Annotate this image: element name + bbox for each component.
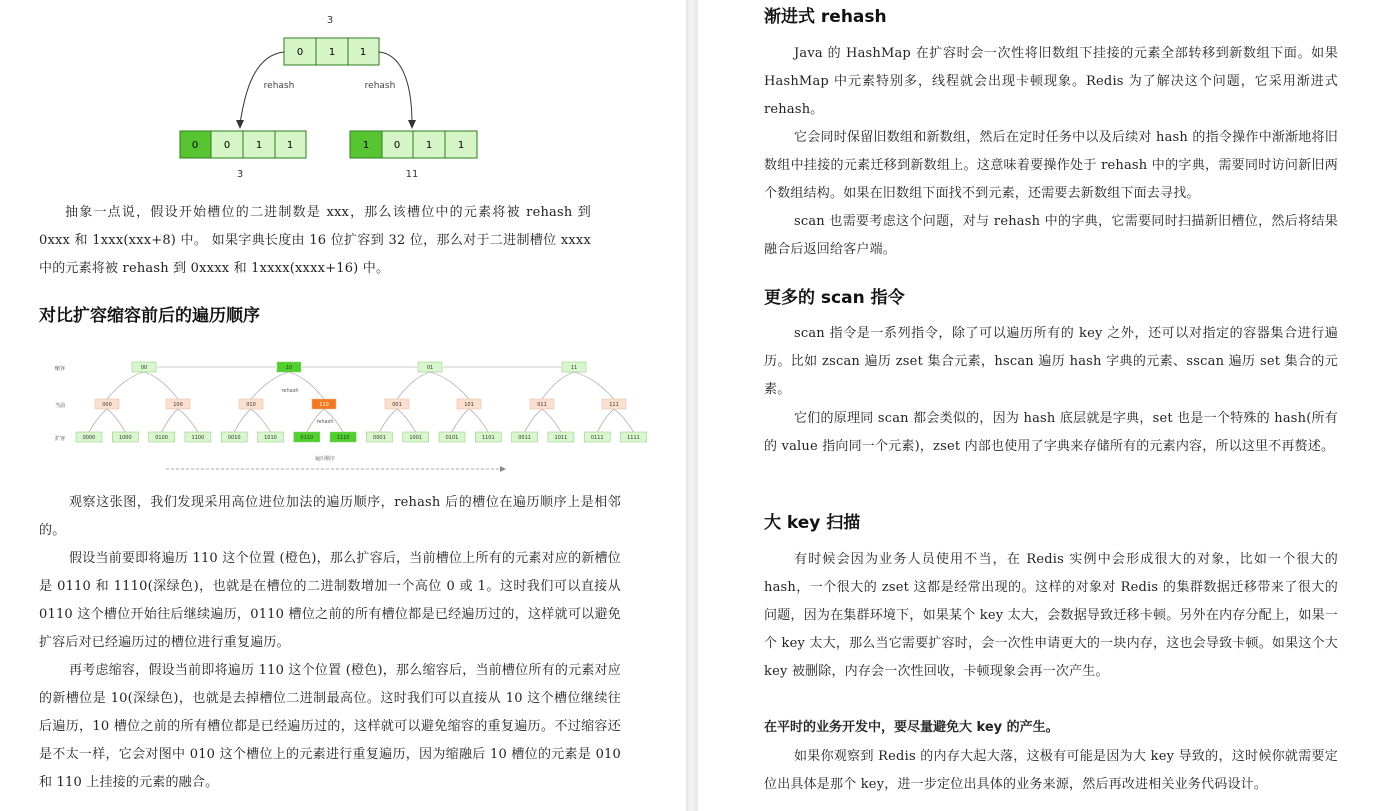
tree-edge	[89, 409, 107, 432]
tree-node-label: 1100	[191, 435, 205, 441]
right-bold-note: 在平时的业务开发中，要尽量避免大 key 的产生。	[764, 720, 1059, 735]
tree-edge	[144, 372, 178, 399]
tree-node-label: 1000	[118, 435, 132, 441]
tree-edge	[251, 409, 271, 432]
left-para-4: 再考虑缩容，假设当前即将遍历 110 这个位置 (橙色)，那么缩容后，当前槽位所有的元素对应的新槽位是 10(深绿色)，也就是去掉槽位二进制最高位。这时我们可以直接从 10 这个槽位继续往后遍历，10 槽位之前的所有槽位都是已经遍历过的，这样就可以避免缩容的重复遍历。不过缩容还是不太一样，它会对图中 010 这个槽位上的元素进行重复遍历，因为缩融后 10 槽位的元素是 010 和 110 上挂接的元素的融合。	[39, 663, 621, 790]
tree-edge	[542, 372, 574, 399]
left-para-3: 假设当前要即将遍历 110 这个位置 (橙色)，那么扩容后，当前槽位上所有的元素对应的新槽位是 0110 和 1110(深绿色)，也就是在槽位的二进制数增加一个高位 0 或 1。这时我们可以直接从 0110 这个槽位开始往后继续遍历，0110 槽位之前的所有槽位都是已经遍历过的，这样就可以避免扩容后对已经遍历过的槽位进行重复遍历。	[39, 551, 621, 650]
tree-node-label: 00	[140, 365, 148, 371]
tree-node-label: 0100	[155, 435, 168, 441]
tree-node-label: 11	[570, 365, 578, 371]
tree-edge	[430, 372, 469, 399]
tree-node-label: 1111	[627, 435, 640, 441]
fig1-right-label: 11	[405, 169, 419, 180]
tree-node-label: 100	[173, 402, 183, 408]
tree-rehash-label: rehash	[281, 388, 299, 394]
svg-text:0: 0	[191, 140, 199, 151]
tree-edge	[469, 409, 488, 432]
fig1-top-array	[284, 38, 379, 65]
tree-node-label: 011	[537, 402, 547, 408]
tree-node-label: 0001	[373, 435, 386, 441]
fig1-top-bit: 1	[359, 47, 367, 58]
left-page	[0, 0, 686, 811]
tree-edge	[542, 409, 561, 432]
tree-node-label: 101	[464, 402, 474, 408]
tree-edge	[178, 409, 198, 432]
row-label: 当前	[54, 403, 66, 409]
tree-node-label: 0111	[590, 435, 604, 441]
tree-node-label: 000	[102, 402, 112, 408]
tree-node-label: 10	[285, 365, 293, 371]
right-para-1: Java 的 HashMap 在扩容时会一次性将旧数组下挂接的元素全部转移到新数组下面。如果 HashMap 中元素特别多，线程就会出现卡顿现象。Redis 为了解决这个问题，它采用渐进式 rehash。	[764, 46, 1338, 117]
tree-edge	[452, 409, 469, 432]
tree-node-label: 1001	[409, 435, 423, 441]
right-heading-more-scan: 更多的 scan 指令	[764, 288, 905, 308]
tree-node-label: 1110	[336, 435, 350, 441]
fig1-left-array	[180, 131, 306, 158]
left-para-1: 抽象一点说，假设开始槽位的二进制数是 xxx，那么该槽位中的元素将被 rehash 到 0xxx 和 1xxx(xxx+8) 中。 如果字典长度由 16 位扩容到 32 位，那么对于二进制槽位 xxxx 中的元素将被 rehash 到 0xxxx 和 1xxxx(xxxx+16) 中。	[39, 205, 591, 276]
right-para-4: scan 指令是一系列指令，除了可以遍历所有的 key 之外，还可以对指定的容器集合进行遍历。比如 zscan 遍历 zset 集合元素，hscan 遍历 hash 字典的元素、sscan 遍历 set 集合的元素。	[764, 326, 1338, 397]
tree-node-label: 1011	[554, 435, 568, 441]
row-label: 缩容	[54, 366, 66, 372]
tree-edge	[597, 409, 614, 432]
tree-node-label: 01	[426, 365, 434, 371]
page-gutter	[686, 0, 698, 811]
fig1-right-array	[350, 131, 477, 158]
traversal-order-tree	[0, 350, 686, 490]
row-label: 扩容	[54, 436, 66, 442]
tree-node-label: 010	[246, 402, 256, 408]
right-para-6: 有时候会因为业务人员使用不当，在 Redis 实例中会形成很大的对象，比如一个很大的 hash，一个很大的 zset 这都是经常出现的。这样的对象对 Redis 的集群数据迁移带来了很大的问题，因为在集群环境下，如果某个 key 太大，会数据导致迁移卡顿。另外在内存分配上，如果一个 key 太大，那么当它需要扩容时，会一次性申请更大的一块内存，这也会导致卡顿。如果这个大 key 被删除，内存会一次性回收，卡顿现象会再一次产生。	[764, 552, 1338, 679]
tree-node-label: 1101	[481, 435, 495, 441]
tree-edge	[162, 409, 178, 432]
tree-rehash-label: rehash	[316, 419, 334, 425]
tree-order-arrowhead	[500, 466, 506, 472]
svg-text:0: 0	[223, 140, 231, 151]
fig1-left-label: 3	[236, 169, 244, 180]
right-heading-progressive-rehash: 渐进式 rehash	[764, 7, 887, 27]
svg-text:1: 1	[457, 140, 465, 151]
tree-order-label: 遍历顺序	[314, 456, 336, 462]
tree-node-label: 111	[609, 402, 619, 408]
svg-text:1: 1	[362, 140, 370, 151]
fig1-top-bit: 0	[296, 47, 304, 58]
tree-node-label: 0101	[445, 435, 459, 441]
right-para-7: 如果你观察到 Redis 的内存大起大落，这极有可能是因为大 key 导致的，这时候你就需要定位出具体是那个 key，进一步定位出具体的业务来源，然后再改进相关业务代码设计。	[764, 749, 1338, 792]
right-para-3: scan 也需要考虑这个问题，对与 rehash 中的字典，它需要同时扫描新旧槽位，然后将结果融合后返回给客户端。	[764, 214, 1338, 257]
tree-edge	[525, 409, 542, 432]
left-heading-traversal: 对比扩容缩容前后的遍历顺序	[39, 306, 260, 326]
tree-node-label: 0110	[300, 435, 314, 441]
fig1-top-label: 3	[326, 15, 334, 26]
svg-text:1: 1	[425, 140, 433, 151]
left-para-2: 观察这张图，我们发现采用高位进位加法的遍历顺序，rehash 后的槽位在遍历顺序上是相邻的。	[39, 495, 621, 538]
tree-node-label: 0000	[82, 435, 96, 441]
svg-text:1: 1	[286, 140, 294, 151]
tree-node-label: 0011	[518, 435, 531, 441]
tree-node-label: 110	[319, 402, 329, 408]
rehash-split-diagram	[0, 0, 686, 190]
tree-node-label: 001	[392, 402, 402, 408]
fig1-top-bit: 1	[328, 47, 336, 58]
tree-edge	[397, 372, 430, 399]
fig1-rehash-label-left: rehash	[263, 81, 295, 91]
tree-node-label: 0010	[227, 435, 241, 441]
svg-text:1: 1	[255, 140, 263, 151]
tree-edge	[574, 372, 614, 399]
tree-edge	[107, 409, 125, 432]
right-heading-big-key: 大 key 扫描	[764, 513, 861, 533]
tree-edge	[251, 372, 289, 399]
tree-edge	[397, 409, 416, 432]
right-para-5: 它们的原理同 scan 都会类似的，因为 hash 底层就是字典，set 也是一个特殊的 hash(所有的 value 指向同一个元素)，zset 内部也使用了字典来存储所有的元素内容，所以这里不再赘述。	[764, 411, 1338, 454]
tree-edge	[107, 372, 144, 399]
tree-edge	[614, 409, 634, 432]
right-para-2: 它会同时保留旧数组和新数组，然后在定时任务中以及后续对 hash 的指令操作中渐渐地将旧数组中挂接的元素迁移到新数组上。这意味着要操作处于 rehash 中的字典，需要同时访问新旧两个数组结构。如果在旧数组下面找不到元素，还需要去新数组下面去寻找。	[764, 130, 1338, 201]
right-page	[698, 0, 1384, 811]
fig1-rehash-label-right: rehash	[364, 81, 396, 91]
tree-edge	[289, 372, 324, 399]
tree-edge	[379, 409, 397, 432]
svg-text:0: 0	[393, 140, 401, 151]
tree-node-label: 1010	[264, 435, 277, 441]
tree-edge	[234, 409, 251, 432]
